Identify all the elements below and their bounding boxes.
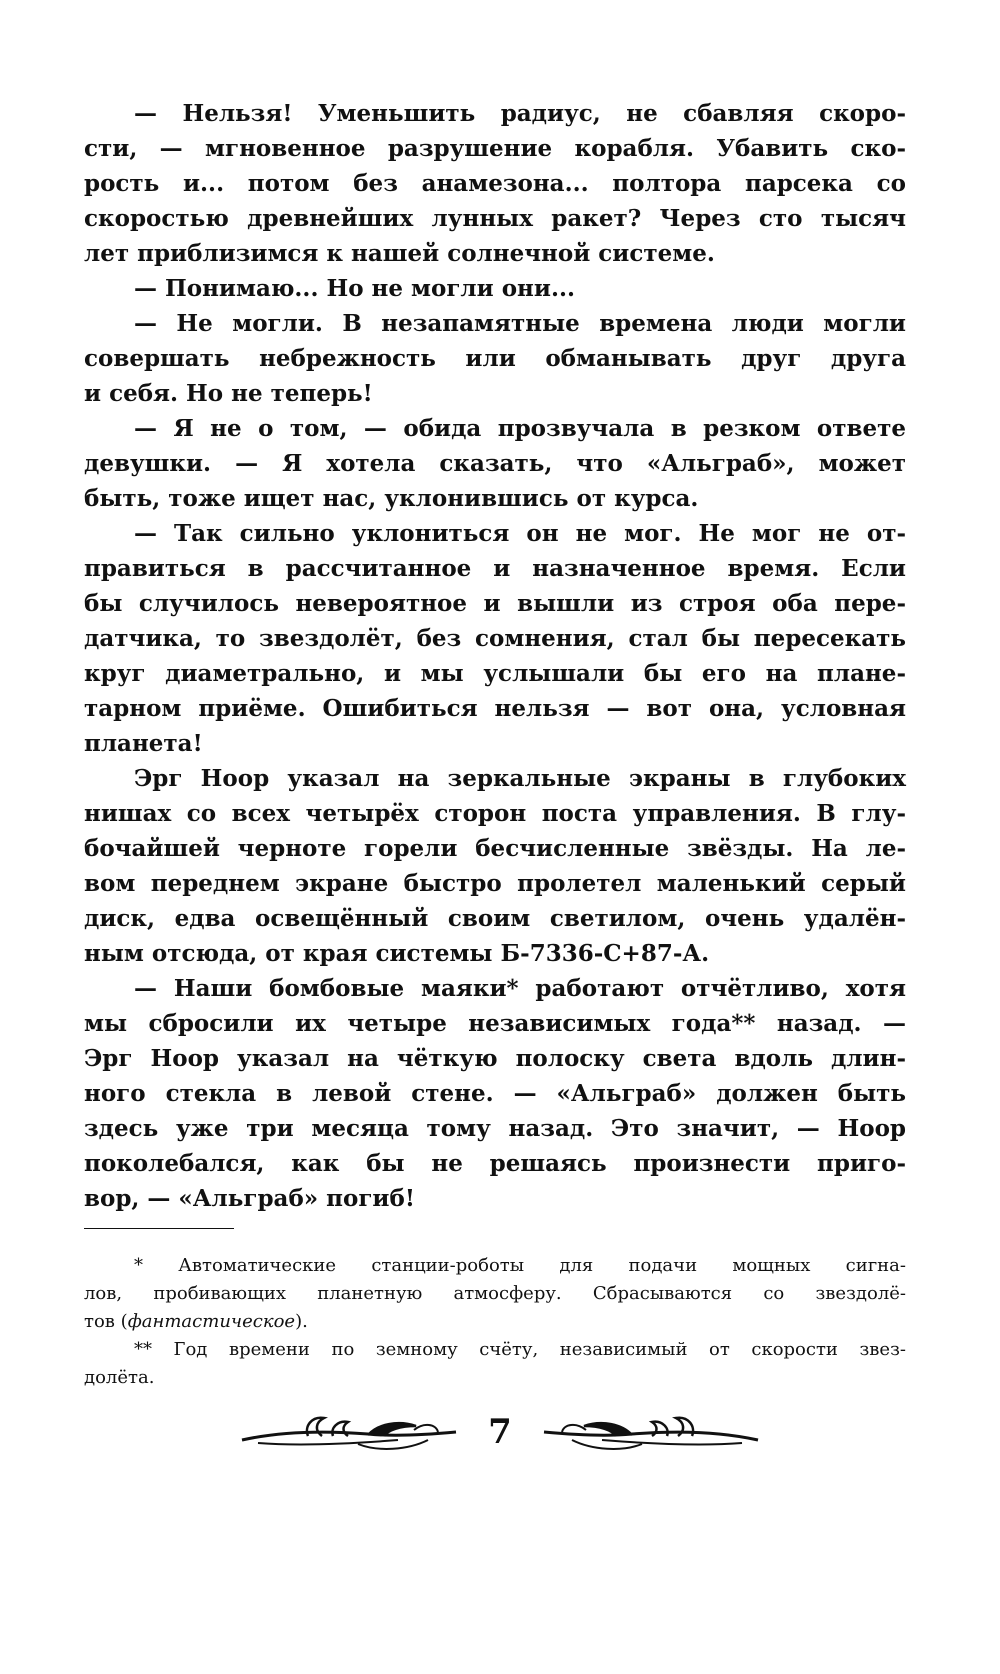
body-line: — Я не о том, — обида прозвучала в резком ответе — [134, 415, 906, 442]
body-line: нишах со всех четырёх сторон поста управления. В глу- — [84, 800, 906, 827]
body-line: и себя. Но не теперь! — [84, 380, 373, 407]
body-line: диск, едва освещённый своим светилом, очень удалён- — [84, 905, 906, 932]
body-line: бы случилось невероятное и вышли из строя оба пере- — [84, 590, 906, 617]
body-line: — Нельзя! Уменьшить радиус, не сбавляя скоро- — [134, 100, 906, 127]
body-line: рость и... потом без анамезона... полтора парсека со — [84, 170, 906, 197]
body-line: — Так сильно уклониться он не мог. Не мог не от- — [134, 520, 906, 547]
body-line: вор, — «Альграб» погиб! — [84, 1185, 415, 1212]
footnote-text: тов ( — [84, 1311, 128, 1332]
body-line: девушки. — Я хотела сказать, что «Альграб», может — [84, 450, 906, 477]
footnote-line: * Автоматические станции-роботы для подачи мощных сигна- — [134, 1255, 906, 1276]
footnote-line — [84, 1308, 906, 1336]
body-line: скоростью древнейших лунных ракет? Через сто тысяч — [84, 205, 906, 232]
body-line: круг диаметрально, и мы услышали бы его на плане- — [84, 660, 906, 687]
body-line: ного стекла в левой стене. — «Альграб» должен быть — [84, 1080, 906, 1107]
footnote-italic-text: фантастическое — [127, 1311, 296, 1332]
body-line: лет приблизимся к нашей солнечной системе. — [84, 240, 715, 267]
footnote-line: лов, пробивающих планетную атмосферу. Сбрасываются со звездолё- — [84, 1283, 906, 1304]
left-flourish-icon — [238, 1410, 458, 1454]
body-line: вом переднем экране быстро пролетел маленький серый — [84, 870, 906, 897]
body-line: бочайшей черноте горели бесчисленные звёзды. На ле- — [84, 835, 906, 862]
body-line: сти, — мгновенное разрушение корабля. Убавить ско- — [84, 135, 906, 162]
body-line: быть, тоже ищет нас, уклонившись от курса. — [84, 485, 699, 512]
footnote-divider — [84, 1228, 234, 1229]
body-line: здесь уже три месяца тому назад. Это значит, — Ноор — [84, 1115, 906, 1142]
body-line: датчика, то звездолёт, без сомнения, стал бы пересекать — [84, 625, 906, 652]
body-line: — Не могли. В незапамятные времена люди могли — [134, 310, 906, 337]
body-line: тарном приёме. Ошибиться нельзя — вот она, условная — [84, 695, 906, 722]
body-line: Эрг Ноор указал на зеркальные экраны в глубоких — [134, 765, 906, 792]
body-line: ным отсюда, от края системы Б-7336-С+87-А. — [84, 940, 710, 967]
body-line: Эрг Ноор указал на чёткую полоску света вдоль длин- — [84, 1045, 906, 1072]
body-line: планета! — [84, 730, 203, 757]
footnote-text: ). — [295, 1311, 308, 1332]
footnote-line: долёта. — [84, 1367, 155, 1388]
body-line: — Наши бомбовые маяки* работают отчётливо, хотя — [134, 975, 906, 1002]
body-line: мы сбросили их четыре независимых года** назад. — — [84, 1010, 906, 1037]
page-number: 7 — [488, 1412, 512, 1452]
body-line: правиться в рассчитанное и назначенное время. Если — [84, 555, 906, 582]
body-line: поколебался, как бы не решаясь произнести приго- — [84, 1150, 906, 1177]
right-flourish-icon — [542, 1410, 762, 1454]
footnote-line: ** Год времени по земному счёту, независимый от скорости звез- — [134, 1339, 906, 1360]
body-line: совершать небрежность или обманывать друг друга — [84, 345, 906, 372]
body-line: — Понимаю... Но не могли они... — [134, 275, 575, 302]
